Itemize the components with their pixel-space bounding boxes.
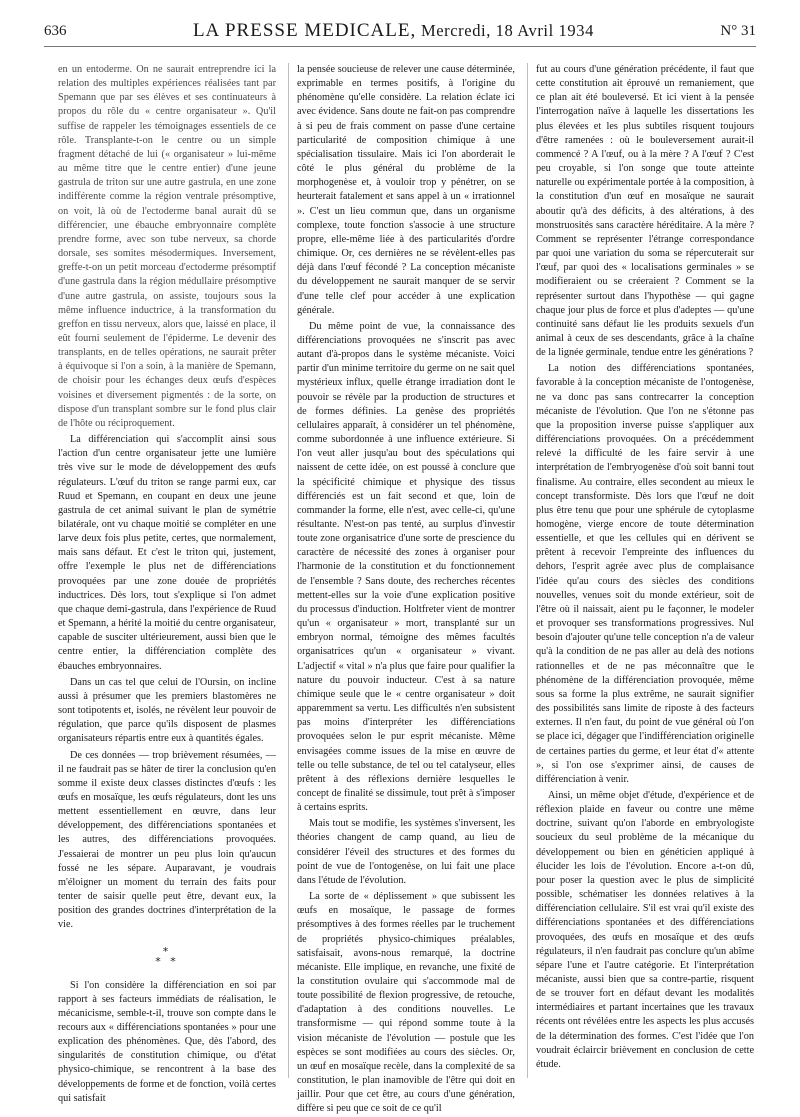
paragraph: la pensée soucieuse de relever une cause déterminée, exprimable en termes positifs, à l'origine du phénomène qu'elle considère. La relation éclate ici avec évidence. Sans doute ne fait-on pas comprendre à si peu de frais comment on passe d'une certaine particularité de composition chimique à une spécialisation tissulaire. Mais ici l'on aborderait le côté le plus général du problème de la morphogenèse et, à vouloir trop y pénétrer, on se heurterait fatalement et sans appel à un « irrationnel ». C'est un lieu commun que, dans un organisme complexe, toute fonction s'associe à une structure propre, elle-même liée à des particularités d'ordre chimique. Or, ces dernières ne se révèlent-elles pas déjà dans l'œuf fécondé ? La conception mécaniste du développement ne saurait manquer de se servir d'une telle clef pour accéder à une explication générale. (297, 64, 515, 316)
page-number: 636 (44, 22, 67, 39)
paragraph: fut au cours d'une génération précédente, il faut que cette constitution ait éprouvé un remaniement, que ce plan ait été bouleversé. Et ici vient à la pensée l'interrogation naïve à laquelle les dissertations les plus élevées et les plus subtiles risquent toujours d'être ramenées : où le bouleversement aurait-il commencé ? A l'œuf, ou à la mère ? A l'œuf ? C'est peu croyable, si l'on songe que toute atteinte naturelle ou expérimentale portée à la composition, à la constitution d'un œuf en mosaïque ne saurait aboutir qu'à des déficits, à des altérations, à des monstruosités sans caractère héréditaire. A la mère ? Comment se représenter l'étrange correspondance par quoi une variation du soma se répercuterait sur l'œuf, par quoi des « localisations germinales » se modifieraient ou se créeraient ? Comment se la représenter surtout dans l'hypothèse — qui gagne chaque jour plus de force et plus d'adeptes — qu'une continuité sans défaut lie les produits sexuels d'un animal à ceux de ses descendants, grâce à la chaîne de la lignée germinale, tendue entre les générations ? (536, 64, 754, 359)
page-header (44, 16, 756, 47)
paragraph: Du même point de vue, la connaissance des différenciations provoquées ne s'inscrit pas avec autant d'à-propos dans le système mécaniste. Voici partir d'un minime territoire du germe on ne sait quel mystérieux influx, quelle étrange irradiation dont le pouvoir se révèle par la production de structures et de formes définies. La genèse des propriétés cellulaires apparaît, à considérer un tel phénomène, comme subordonnée à une influence extérieure. Si l'on veut aller jusqu'au bout des spéculations qui naissent de cette idée, on est poussé à conclure que la spécificité chimique et physique des tissus différenciés est un fait second et que, loin de commander la forme, elle n'est, avec celle-ci, qu'une résultante. N'est-on pas tenté, au surplus d'investir toute zone organisatrice d'une sorte de prescience du caractère de nécessité des zones à organiser pour l'harmonie de la constitution et du fonctionnement de l'ensemble ? Sans doute, des recherches récentes mettent-elles sur la voie d'une explication positive du processus d'induction. Holtfreter vient de montrer qu'un « organisateur » mort, transplanté sur un embryon normal, témoigne des mêmes facultés organisatrices qu'un « organisateur » vivant. L'adjectif « vital » n'a plus que faire pour qualifier la nature du pouvoir inducteur. C'est à sa nature chimique seule que le « centre organisateur » doit apparemment sa vertu. Les difficultés n'en subsistent pas moins d'interpréter les différenciations provoquées selon le pur esprit mécaniste. Même envisagées comme issues de la mise en œuvre de telle ou telle substance, de tel ou tel catalyseur, elles prêtent à des réflexions dernière lesquelles le concept de finalité se dissimule, tout prêt à s'imposer à certains esprits. (297, 320, 515, 814)
paragraph: La différenciation qui s'accomplit ainsi sous l'action d'un centre organisateur jette une lumière très vive sur le mode de développement des œufs régulateurs. L'œuf du triton se range parmi eux, car Ruud et Spemann, en coupant en deux une jeune gastrula de cet animal suivant le plan de symétrie bilatérale, ont vu chaque moitié se compléter en une larve deux fois plus petite, certes, que normalement, mais sans défaut. Et c'est le triton qui, justement, offre l'exemple le plus net de différenciations provoquées par une zone douée de propriétés inductrices. Dès lors, tout s'explique si l'on admet que chaque demi-gastrula, dans l'expérience de Ruud et Spemann, a hérité la moitié du centre organisateur, capable de susciter ultérieurement, aussi bien que le centre entier, la différenciation complète des ébauches embryonnaires. (58, 434, 276, 672)
issue-date: Mercredi, 18 Avril 1934 (420, 21, 594, 40)
column-1 (58, 63, 276, 1104)
paragraph: en un entoderme. On ne saurait entreprendre ici la relation des multiples expériences réalisées tant par Spemann que par ses élèves et ses continuateurs à propos du rôle du « centre organisateur ». Qu'il suffise de rappeler les témoignages essentiels de ce rôle. Transplante-t-on le centre ou un simple fragment détaché de lui (« organisateur » lui-même au même titre que le centre entier) d'une jeune gastrula de triton sur une autre gastrula, en une zone indifférente comme la région ventrale présomptive, on voit, là où de l'ectoderme banal aurait dû se différencier, une ébauche embryonnaire complète prendre forme, avec son tube nerveux, sa chorde dorsale, ses somites mésodermiques. Inversement, greffe-t-on un petit morceau d'ectoderme présomptif d'une gastrula dans la région médullaire présomptive d'une autre gastrula, on assiste, toujours sous la même influence inductrice, à la transformation du greffon en tissu nerveux, alors que, laissé en place, il eût fourni seulement de l'épiderme. Le devenir des transplants, en de telles opérations, ne saurait prêter à équivoque si l'on a soin, à la manière de Spemann, de choisir pour les échanges deux œufs d'espèces voisines et diversement pigmentés : de la sorte, on dispose d'un transplant sombre sur le fond plus clair de l'hôte ou réciproquement. (58, 64, 276, 429)
paragraph: La notion des différenciations spontanées, favorable à la conception mécaniste de l'ontogenèse, ne va donc pas sans contrecarrer la conception mécaniste de l'évolution. Que l'on ne s'étonne pas que la proposition inverse puisse s'appliquer aux différenciations provoquées. On a précédemment relevé la difficulté de les faire servir à une interprétation de l'embryogenèse d'où soit banni tout finalisme. Au contraire, elles secondent au mieux le concept transformiste. Dès lors que l'œuf ne doit plus être tenu que pour une sphérule de cytoplasme homogène, vierge encore de toute détermination essentielle, et que les cellules qui en dérivent se prêtent à recevoir l'empreinte des influences du dehors, l'esprit agrée avec plus de complaisance l'idée qu'au cours des siècles des conditions nouvelles, venues soit du monde extérieur, soit de l'être où il naissait, aient pu le façonner, le modeler et provoquer ses transformations progressives. Nul besoin d'ajouter qu'une telle conception n'a de valeur qu'à la condition de ne pas aller au delà des notions rationnelles et de ne pas méconnaître que le phénomène de la différenciation provoquée, même sous sa forme la plus extrême, ne saurait signifier des possibilités sans limite de riposte à des facteurs externes. Il n'en faut, du point de vue général où l'on se place ici, dégager que l'indifférenciation originelle de certaines parties du germe, et leur état d'« attente », si l'on ose s'exprimer ainsi, de causes de différenciation à venir. (536, 363, 754, 785)
masthead (193, 20, 594, 42)
paragraph: Mais tout se modifie, les systèmes s'inversent, les théories changent de camp quand, au lieu de considérer l'éveil des structures et des formes du point de vue de l'ontogenèse, on lui fait une place dans l'étude de l'évolution. (297, 818, 515, 886)
publication-title: LA PRESSE MEDICALE, (192, 20, 417, 41)
paragraph: De ces données — trop brièvement résumées, — il ne faudrait pas se hâter de tirer la conclusion qu'en somme il existe deux classes distinctes d'œufs : les œufs en mosaïque, les œufs régulateurs, dont les uns mettent essentiellement en œuvre, dans leur développement, des différenciations spontanées et les autres, des différenciations provoquées. J'essaierai de montrer un peu plus loin qu'aucun fossé ne les sépare. Auparavant, je voudrais m'éloigner un moment du terrain des faits pour tenter de saisir quelle peut être, devant eux, la position des grandes doctrines d'interprétation de la vie. (58, 749, 276, 931)
paragraph: Dans un cas tel que celui de l'Oursin, on incline aussi à présumer que les premiers blastomères ne sont totipotents et, isolés, ne révèlent leur pouvoir de régulation, que parce qu'ils disposent de plasmes organisateurs répartis entre eux à quantités égales. (58, 676, 276, 745)
section-separator (58, 944, 276, 968)
paragraph: Ainsi, un même objet d'étude, d'expérience et de réflexion plaide en faveur ou contre une même doctrine, suivant qu'on l'aborde en embryologiste soucieux du seul problème de la mécanique du développement ou bien en généticien appliqué à élucider les lois de l'évolution. Encore a-t-on dû, pour poser la question avec le plus de simplicité possible, schématiser les données relatives à la différenciation cellulaire. S'il est vrai qu'il existe des différenciations spontanées et des différenciations provoquées, des œufs en mosaïque et des œufs régulateurs, il n'en faudrait pas conclure qu'un abîme sépare l'une et l'autre catégorie. Et l'interprétation mécaniste, aussi bien que sa contre-partie, risquent de se trouver fort en défaut devant les modalités intermédiaires et partant incertaines que les travaux récents ont révélées entre les aspects les plus accusés de la détermination des formes. C'est l'idée que l'on voudrait éclaircir brièvement en conclusion de cette étude. (536, 789, 754, 1070)
article-columns (58, 63, 754, 1115)
column-3 (527, 63, 754, 1078)
separator-star-bottom: * * (155, 954, 179, 968)
paragraph: La sorte de « déplissement » que subissent les œufs en mosaïque, le passage de formes présomptives à des formes réelles par le truchement de propriétés physico-chimiques préalables, satisfaisait, avons-nous remarqué, la doctrine mécaniste. Elle implique, en revanche, une fixité de la constitution ovulaire qui s'accommode mal de toute possibilité de flexion progressive, de retouche, d'adaptation à des conditions nouvelles. Le transformisme — qui répond somme toute à la vision mécaniste de l'évolution — postule que les espèces se sont modifiées au cours des siècles. Or, un œuf en mosaïque recèle, dans la complexité de sa constitution, le plan inamovible de l'être qui doit en jaillir. Pour que cet être, au cours d'une génération, diffère si peu que ce soit de ce qu'il (297, 891, 515, 1115)
paragraph: Si l'on considère la différenciation en soi par rapport à ses facteurs immédiats de réalisation, le mécanicisme, semble-t-il, trouve son compte dans le recours aux « différenciations spontanées » pour une explication des phénomènes. Que, dès l'abord, des singularités de constitution chimique, ou d'état physico-chimique, se rencontrent à la base des développements de forme et de fonction, voilà certes qui satisfait (58, 979, 276, 1104)
issue-number: N° 31 (720, 22, 756, 39)
column-2 (288, 63, 515, 1115)
separator-star-top: * (162, 944, 172, 958)
